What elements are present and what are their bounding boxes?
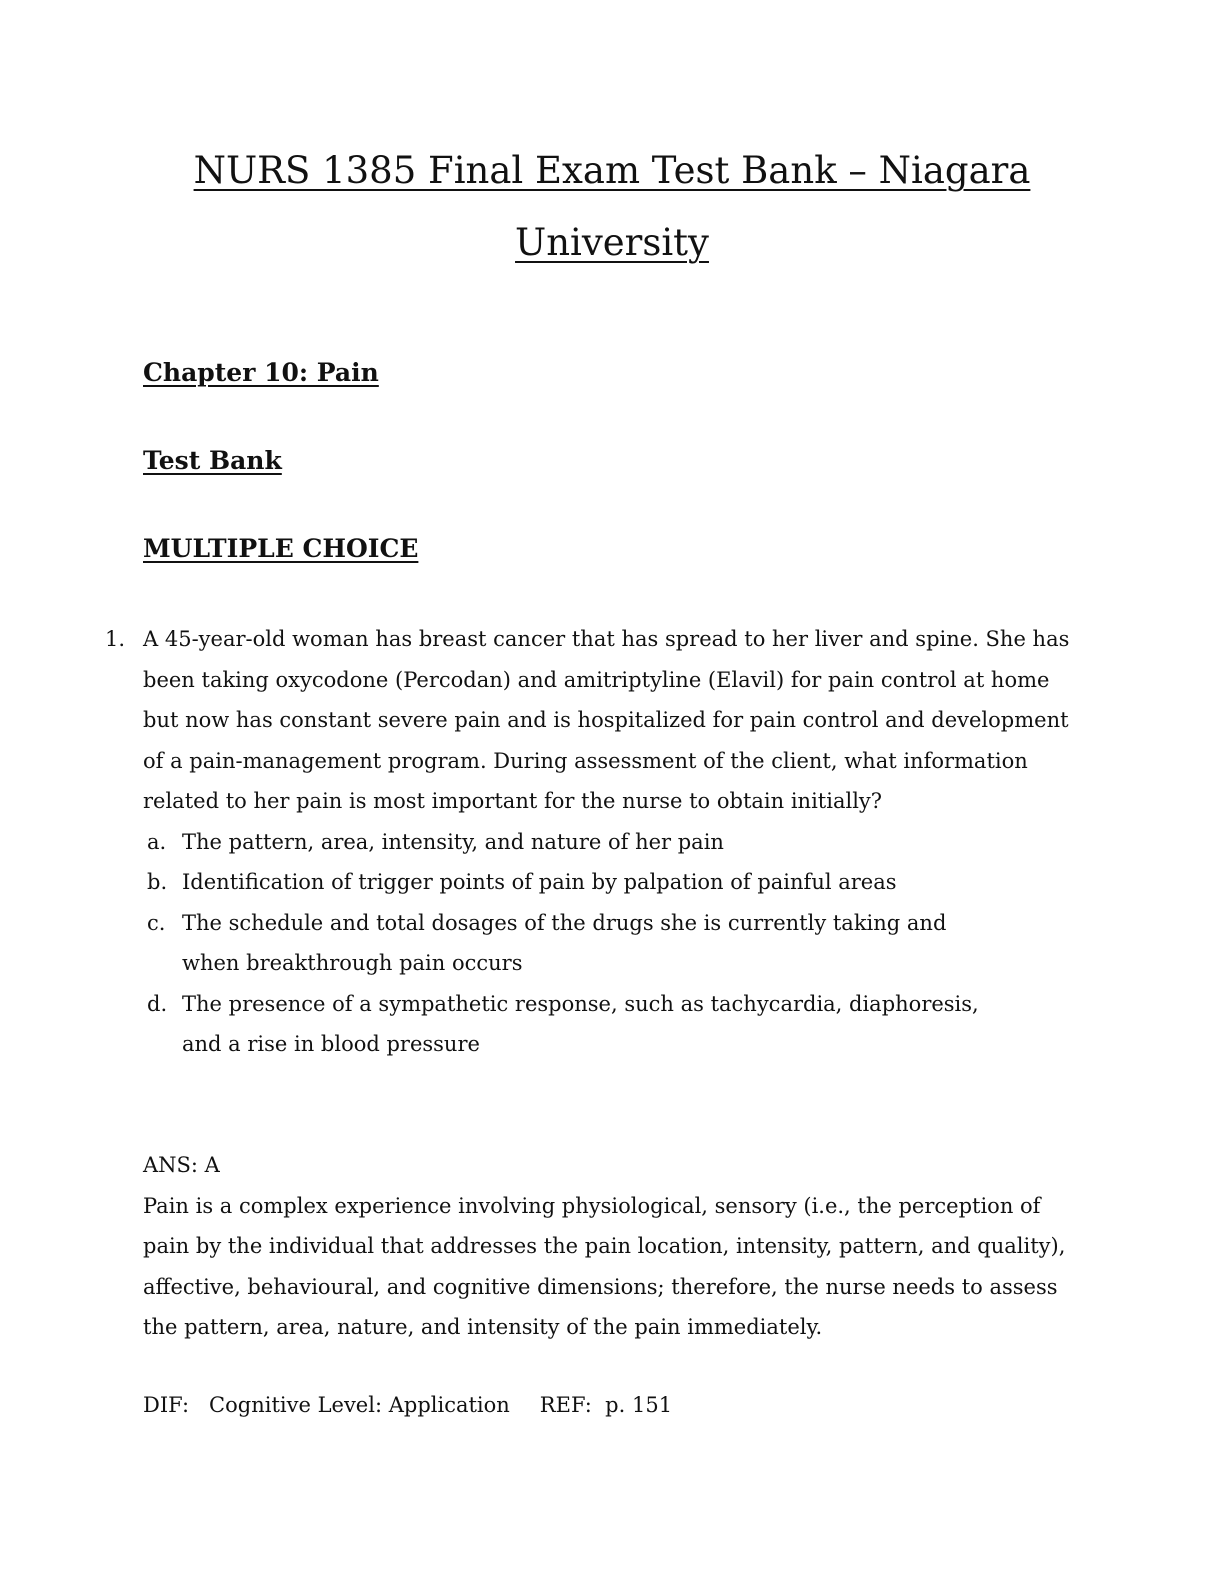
answer-label: ANS: A <box>143 1153 220 1177</box>
stem-line: A 45-year-old woman has breast cancer that has spread to her liver and spine. She has <box>143 627 1070 651</box>
question-1 <box>105 619 1070 1065</box>
choice-letter: d. <box>147 991 168 1016</box>
answer-choices <box>105 822 1065 1065</box>
rationale-line: the pattern, area, nature, and intensity of the pain immediately. <box>143 1315 823 1339</box>
choice-text: The presence of a sympathetic response, such as tachycardia, diaphoresis, <box>182 991 979 1016</box>
document-title <box>140 135 1084 279</box>
choice-text: Identification of trigger points of pain by palpation of painful areas <box>182 870 897 894</box>
choice-c <box>105 903 1065 984</box>
stem-line: but now has constant severe pain and is hospitalized for pain control and development <box>143 708 1069 732</box>
choice-text: The schedule and total dosages of the drugs she is currently taking and <box>182 910 947 935</box>
difficulty-text: DIF: Cognitive Level: Application <box>143 1393 510 1417</box>
question-number: 1. <box>105 627 126 651</box>
stem-line: of a pain-management program. During assessment of the client, what information <box>143 748 1028 773</box>
chapter-heading: Chapter 10: Pain <box>143 358 379 387</box>
question-stem <box>143 619 1070 822</box>
choice-letter: a. <box>147 829 167 854</box>
rationale-line: affective, behavioural, and cognitive dimensions; therefore, the nurse needs to assess <box>143 1274 1058 1299</box>
title-line-1: NURS 1385 Final Exam Test Bank – Niagara <box>193 149 1031 192</box>
choice-text: and a rise in blood pressure <box>182 1032 480 1056</box>
answer-block <box>143 1145 1083 1348</box>
rationale-line: pain by the individual that addresses the pain location, intensity, pattern, and quality), <box>143 1234 1066 1258</box>
reference-text: REF: p. 151 <box>539 1393 673 1417</box>
stem-line: related to her pain is most important for the nurse to obtain initially? <box>143 789 883 813</box>
section-heading: MULTIPLE CHOICE <box>143 534 419 563</box>
question-metadata <box>143 1389 672 1421</box>
choice-text: when breakthrough pain occurs <box>182 951 523 975</box>
test-bank-heading: Test Bank <box>143 446 282 475</box>
title-line-2: University <box>515 221 709 264</box>
choice-b <box>105 862 1065 903</box>
choice-letter: b. <box>147 870 168 894</box>
choice-d <box>105 984 1065 1065</box>
stem-line: been taking oxycodone (Percodan) and amitriptyline (Elavil) for pain control at home <box>143 667 1050 692</box>
rationale-line: Pain is a complex experience involving physiological, sensory (i.e., the perception of <box>143 1193 1041 1218</box>
choice-letter: c. <box>147 910 166 935</box>
choice-text: The pattern, area, intensity, and nature of her pain <box>182 829 724 854</box>
choice-a <box>105 822 1065 863</box>
